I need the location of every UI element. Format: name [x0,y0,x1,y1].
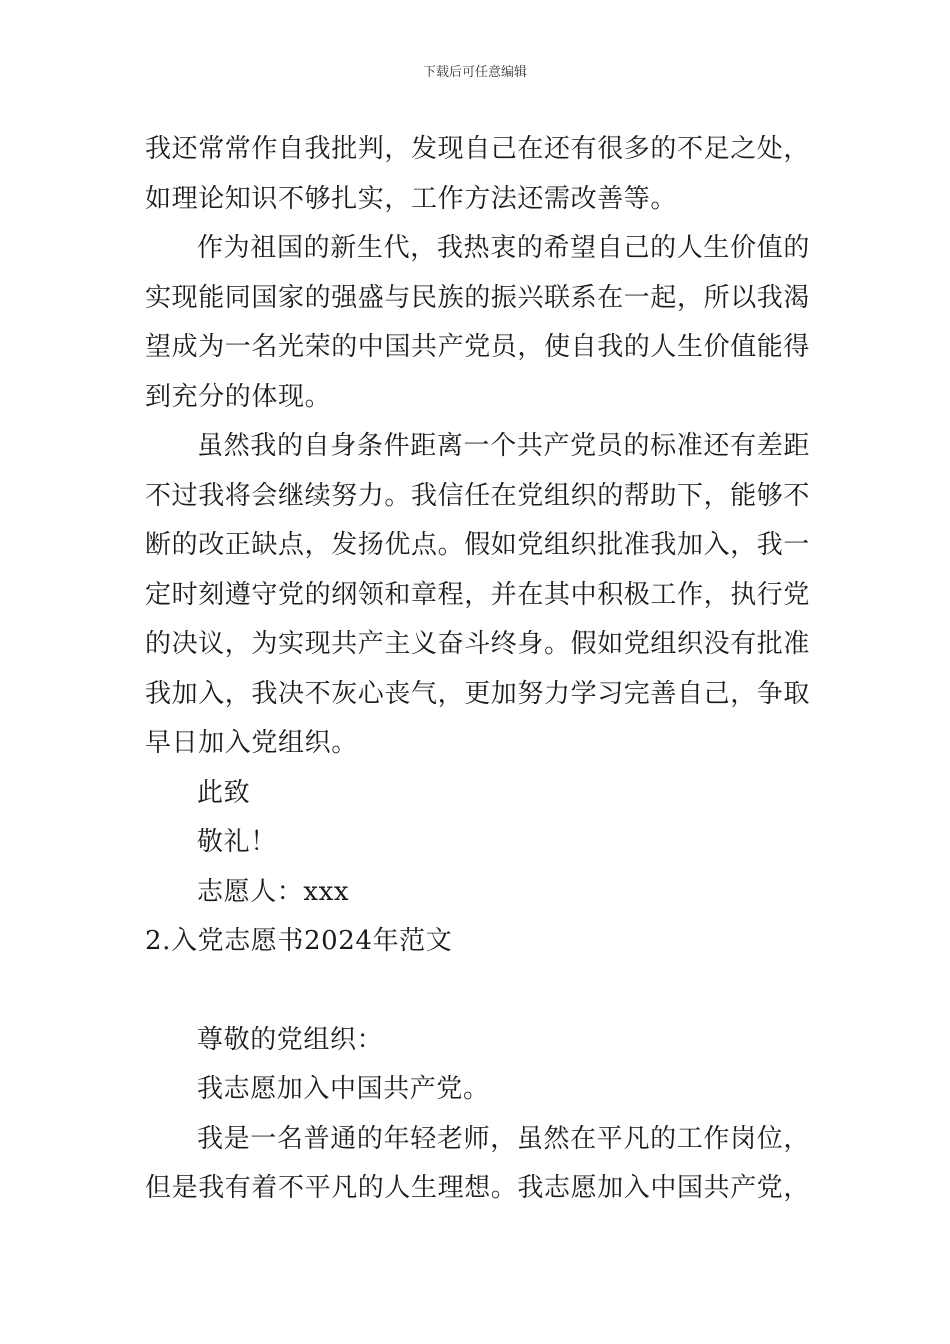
signature-line: 志愿人：xxx [197,876,350,907]
letter-intro: 我是一名普通的年轻老师，虽然在平凡的工作岗位，但是我有着不平凡的人生理想。我志愿加入中国共产党， [145,1123,811,1203]
page-header: 下载后可任意编辑 [422,65,527,80]
paragraph-self-criticism: 我还常常作自我批判，发现自己在还有很多的不足之处，如理论知识不够扎实，工作方法还需改善等。 [145,134,811,214]
paragraph-commitment: 虽然我的自身条件距离一个共产党员的标准还有差距不过我将会继续努力。我信任在党组织的帮助下，能够不断的改正缺点，发扬优点。假如党组织批准我加入，我一定时刻遵守党的纲领和章程，并在其中积极工作，执行党的决议，为实现共产主义奋斗终身。假如党组织没有批准我加入，我决不灰心丧气，更加努力学习完善自己，争取早日加入党组织。 [145,431,811,758]
letter-declaration: 我志愿加入中国共产党。 [197,1074,490,1104]
letter-greeting: 尊敬的党组织： [197,1024,384,1055]
section-heading: 2.入党志愿书2024年范文 [145,926,453,956]
closing-salutation: 此致 [197,777,251,808]
paragraph-aspiration: 作为祖国的新生代，我热衷的希望自己的人生价值的实现能同国家的强盛与民族的振兴联系在一起，所以我渴望成为一名光荣的中国共产党员，使自我的人生价值能得到充分的体现。 [145,233,811,412]
closing-regards: 敬礼！ [197,827,277,857]
document-body [145,125,810,1214]
